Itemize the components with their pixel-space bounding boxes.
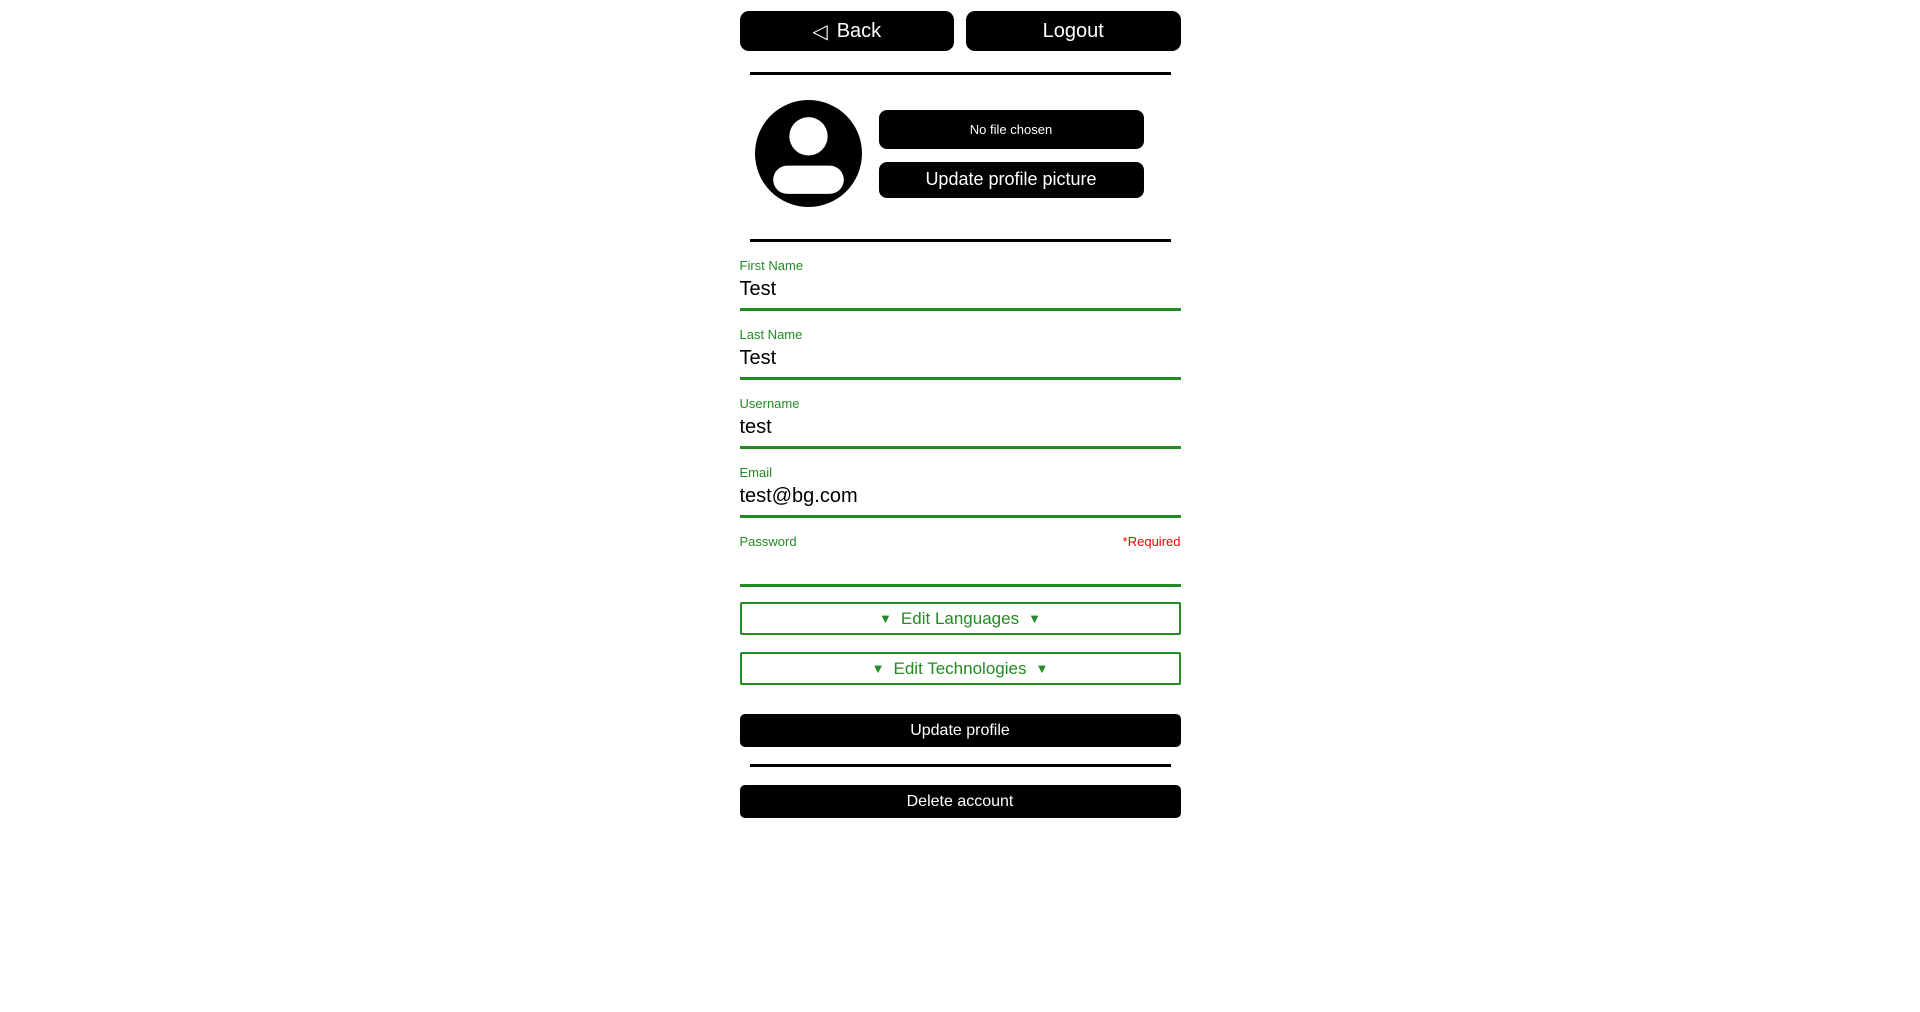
last-name-input[interactable] (740, 342, 1181, 370)
username-label: Username (739, 396, 800, 411)
divider (750, 72, 1171, 75)
avatar-person-icon (755, 100, 862, 207)
last-name-field (740, 327, 1181, 380)
username-field (740, 396, 1181, 449)
profile-picture-section (740, 100, 1181, 207)
chevron-down-icon: ▼ (1028, 611, 1041, 626)
required-note: *Required (1122, 534, 1181, 549)
header-buttons (740, 11, 1181, 51)
picture-buttons (879, 110, 1144, 198)
password-label-row (740, 534, 1181, 549)
profile-form (740, 258, 1181, 747)
update-picture-button[interactable]: Update profile picture (879, 162, 1144, 198)
file-input-button[interactable]: No file chosen (879, 110, 1144, 149)
logout-button-label: Logout (1042, 19, 1104, 42)
back-arrow-icon: ◁ (812, 20, 828, 43)
password-input[interactable] (740, 549, 1181, 577)
edit-languages-button[interactable] (740, 602, 1181, 635)
divider (750, 764, 1171, 767)
edit-languages-label: Edit Languages (900, 608, 1020, 628)
logout-button[interactable] (966, 11, 1181, 51)
password-field (740, 534, 1181, 587)
first-name-field (740, 258, 1181, 311)
edit-technologies-button[interactable] (740, 652, 1181, 685)
back-button-label: Back (836, 19, 882, 42)
update-profile-button[interactable]: Update profile (740, 714, 1181, 747)
email-input[interactable] (740, 480, 1181, 508)
edit-technologies-label: Edit Technologies (893, 658, 1027, 678)
back-button[interactable] (740, 11, 955, 51)
password-label: Password (739, 534, 797, 549)
last-name-label: Last Name (739, 327, 803, 342)
delete-account-button[interactable]: Delete account (740, 785, 1181, 818)
first-name-input[interactable] (740, 273, 1181, 301)
username-input[interactable] (740, 411, 1181, 439)
first-name-label: First Name (739, 258, 804, 273)
chevron-down-icon: ▼ (871, 661, 885, 676)
chevron-down-icon: ▼ (1035, 661, 1049, 676)
email-label: Email (739, 465, 773, 480)
divider (750, 239, 1171, 242)
profile-page (740, 0, 1181, 818)
chevron-down-icon: ▼ (879, 611, 892, 626)
email-field (740, 465, 1181, 518)
